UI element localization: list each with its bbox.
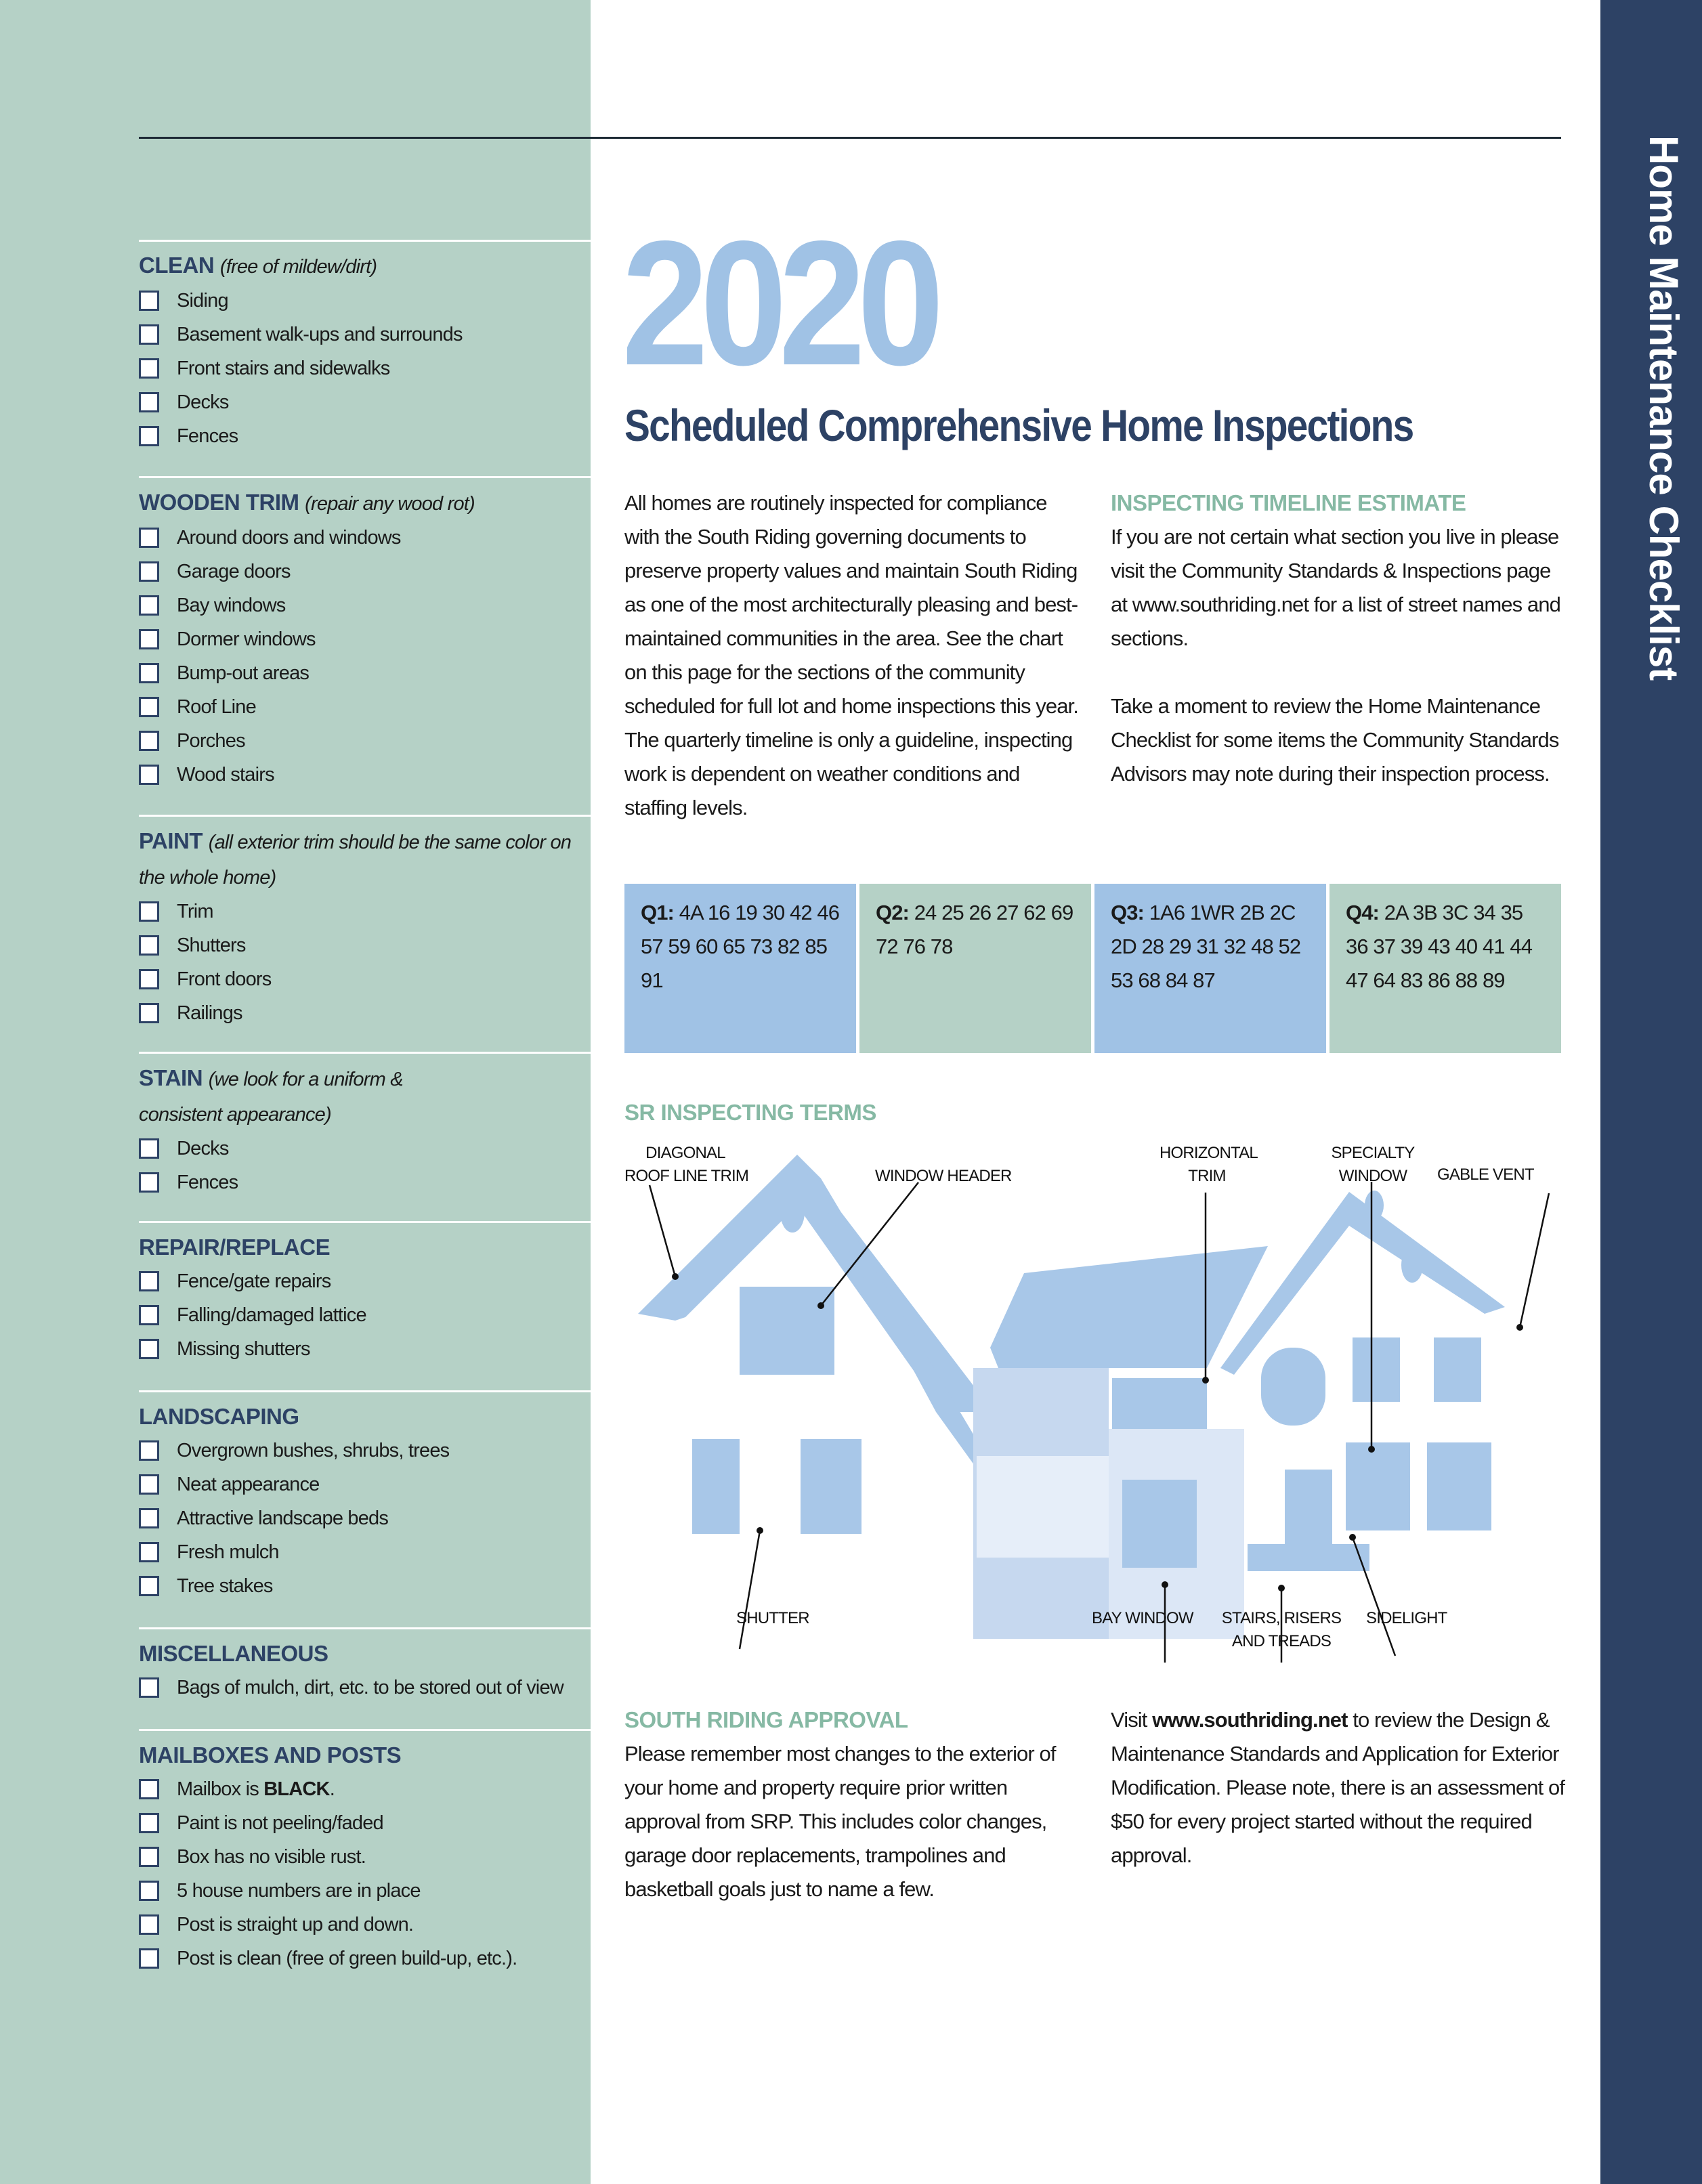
visit-prefix: Visit — [1111, 1708, 1153, 1732]
checklist-item[interactable] — [139, 1165, 591, 1199]
house-diagram — [624, 1144, 1561, 1673]
quarterly-schedule — [624, 884, 1561, 1053]
section-title: CLEAN — [139, 253, 215, 278]
item-label: Overgrown bushes, shrubs, trees — [177, 1439, 450, 1461]
section-repair-replace — [139, 1230, 591, 1366]
item-label: Porches — [177, 729, 245, 752]
label-specialty-window: SPECIALTY WINDOW — [1331, 1144, 1415, 1185]
checklist-item[interactable] — [139, 1501, 591, 1535]
checklist-item[interactable] — [139, 385, 591, 419]
item-label: Dormer windows — [177, 628, 316, 650]
item-label: Railings — [177, 1002, 242, 1024]
item-label: Tree stakes — [177, 1575, 273, 1597]
section-clean — [139, 249, 591, 453]
checklist-item[interactable] — [139, 1772, 591, 1806]
checkbox[interactable] — [139, 697, 159, 717]
section-divider — [139, 1627, 591, 1629]
checkbox[interactable] — [139, 595, 159, 616]
checklist-item[interactable] — [139, 1468, 591, 1501]
checklist-item[interactable] — [139, 1332, 591, 1366]
checkbox[interactable] — [139, 1508, 159, 1528]
section-divider — [139, 1729, 591, 1731]
section-title: LANDSCAPING — [139, 1404, 299, 1429]
item-label: Shutters — [177, 934, 246, 956]
quarter-q2: Q2: 24 25 26 27 62 69 72 76 78 — [859, 884, 1091, 1053]
checkbox[interactable] — [139, 1847, 159, 1867]
checkbox[interactable] — [139, 901, 159, 922]
checkbox[interactable] — [139, 1914, 159, 1935]
section-stain — [139, 1061, 591, 1199]
checkbox[interactable] — [139, 1003, 159, 1023]
item-label: Missing shutters — [177, 1337, 310, 1360]
item-label: Post is straight up and down. — [177, 1913, 414, 1935]
section-landscaping — [139, 1400, 591, 1603]
checklist-item[interactable] — [139, 419, 591, 453]
checklist-item[interactable] — [139, 962, 591, 996]
checkbox[interactable] — [139, 1813, 159, 1833]
top-divider — [139, 137, 1561, 139]
checkbox[interactable] — [139, 1677, 159, 1698]
item-label: 5 house numbers are in place — [177, 1879, 421, 1902]
approval-paragraph: Please remember most changes to the exterior of your home and property require prior written approval from SRP. This includes color changes, garage door replacements, trampolines and basketball goals just to name a few. — [624, 1742, 1056, 1901]
item-label: Front doors — [177, 968, 272, 990]
label-diagonal-roof-line-trim: DIAGONAL ROOF LINE TRIM — [624, 1144, 749, 1185]
checklist-item[interactable] — [139, 1874, 591, 1908]
checkbox[interactable] — [139, 1881, 159, 1901]
checklist-item[interactable] — [139, 318, 591, 351]
section-miscellaneous — [139, 1637, 591, 1705]
timeline-paragraph-2: Take a moment to review the Home Maintenance Checklist for some items the Community Standards Advisors may note during their inspection process. — [1111, 694, 1559, 786]
timeline-block — [1111, 486, 1571, 791]
visit-text: to review the Design & Maintenance Standards and Application for Exterior Modification. Please note, there is an assessment of $50 for every project started without the required approval. — [1111, 1708, 1565, 1867]
checkbox[interactable] — [139, 1542, 159, 1562]
item-label: Falling/damaged lattice — [177, 1304, 366, 1326]
label-bay-window: BAY WINDOW — [1092, 1609, 1193, 1627]
checkbox[interactable] — [139, 765, 159, 785]
checklist-item[interactable] — [139, 1908, 591, 1942]
item-label: Fence/gate repairs — [177, 1270, 331, 1292]
section-paint — [139, 824, 591, 1030]
checklist-item[interactable] — [139, 622, 591, 656]
quarter-q4: Q4: 2A 3B 3C 34 35 36 37 39 43 40 41 44 47 64 83 86 88 89 — [1329, 884, 1561, 1053]
website-link[interactable]: www.southriding.net — [1152, 1708, 1348, 1732]
checkbox[interactable] — [139, 291, 159, 311]
checkbox[interactable] — [139, 663, 159, 683]
checklist-item[interactable] — [139, 1264, 591, 1298]
checkbox[interactable] — [139, 1576, 159, 1596]
year-heading: 2020 — [622, 204, 936, 402]
checklist-item[interactable] — [139, 895, 591, 928]
section-note: (all exterior trim should be the same color on the whole home) — [139, 832, 572, 888]
checklist-item[interactable] — [139, 588, 591, 622]
item-label: Post is clean (free of green build-up, etc.). — [177, 1947, 517, 1969]
section-divider — [139, 1052, 591, 1054]
quarter-q3: Q3: 1A6 1WR 2B 2C 2D 28 29 31 32 48 52 53 68 84 87 — [1094, 884, 1326, 1053]
section-divider — [139, 240, 591, 242]
approval-heading: SOUTH RIDING APPROVAL — [624, 1707, 908, 1732]
sidebar-title: Home Maintenance Checklist — [1641, 135, 1686, 681]
label-gable-vent: GABLE VENT — [1437, 1165, 1534, 1184]
checkbox[interactable] — [139, 1138, 159, 1159]
checklist-item[interactable] — [139, 1434, 591, 1468]
timeline-heading: INSPECTING TIMELINE ESTIMATE — [1111, 490, 1466, 515]
section-note: (repair any wood rot) — [305, 493, 475, 515]
checklist-item[interactable] — [139, 928, 591, 962]
checklist-item[interactable] — [139, 758, 591, 792]
section-title: STAIN — [139, 1065, 203, 1090]
checkbox[interactable] — [139, 1948, 159, 1969]
item-label: Siding — [177, 289, 228, 312]
checkbox[interactable] — [139, 528, 159, 548]
intro-paragraph: All homes are routinely inspected for compliance with the South Riding governing documents to preserve property values and maintain South Riding as one of the most architecturally pleasing and best-maintained communities in the area. See the chart on this page for the sections of the community scheduled for full lot and home inspections this year. The quarterly timeline is only a guideline, inspecting work is dependent on weather conditions and staffing levels. — [624, 491, 1078, 819]
checklist-item[interactable] — [139, 656, 591, 690]
checklist-item[interactable] — [139, 1806, 591, 1840]
label-stairs-risers-treads: STAIRS, RISERS AND TREADS — [1221, 1609, 1342, 1650]
section-title: MAILBOXES AND POSTS — [139, 1742, 402, 1768]
checklist-item[interactable] — [139, 1298, 591, 1332]
checklist-item[interactable] — [139, 1840, 591, 1874]
checkbox[interactable] — [139, 969, 159, 989]
checkbox[interactable] — [139, 358, 159, 379]
page-title: Scheduled Comprehensive Home Inspections — [624, 400, 1413, 450]
checkbox[interactable] — [139, 1339, 159, 1359]
checklist-item[interactable] — [139, 1671, 591, 1705]
section-divider — [139, 476, 591, 478]
checklist-item[interactable] — [139, 1535, 591, 1569]
item-label: Bay windows — [177, 594, 286, 616]
checkbox[interactable] — [139, 1440, 159, 1461]
item-label: Wood stairs — [177, 763, 274, 786]
section-divider — [139, 815, 591, 817]
item-label: Bags of mulch, dirt, etc. to be stored out of view — [177, 1676, 563, 1698]
section-divider — [139, 1390, 591, 1392]
approval-block — [624, 1703, 1085, 1906]
item-label: Trim — [177, 900, 213, 922]
item-label: Neat appearance — [177, 1473, 320, 1495]
checklist-item[interactable] — [139, 351, 591, 385]
item-label: Decks — [177, 391, 229, 413]
label-window-header: WINDOW HEADER — [875, 1167, 1012, 1185]
terms-heading: SR INSPECTING TERMS — [624, 1100, 876, 1125]
house-illustration — [624, 1144, 1561, 1673]
item-label: Fences — [177, 425, 238, 447]
section-title: WOODEN TRIM — [139, 490, 299, 515]
section-title: REPAIR/REPLACE — [139, 1235, 331, 1260]
timeline-paragraph-1: If you are not certain what section you live in please visit the Community Standards & Inspections page at www.southriding.net for a list of street names and sections. — [1111, 525, 1560, 650]
checkbox[interactable] — [139, 1474, 159, 1495]
section-note: (we look for a uniform & consistent appearance) — [139, 1069, 403, 1126]
item-label: Garage doors — [177, 560, 291, 582]
section-mailboxes — [139, 1738, 591, 1975]
section-title: MISCELLANEOUS — [139, 1641, 328, 1666]
item-label: Attractive landscape beds — [177, 1507, 389, 1529]
item-label: Fences — [177, 1171, 238, 1193]
checkbox[interactable] — [139, 1172, 159, 1193]
checklist-item[interactable] — [139, 996, 591, 1030]
item-label: Mailbox is BLACK. — [177, 1778, 335, 1800]
item-label: Bump-out areas — [177, 662, 310, 684]
checkbox[interactable] — [139, 1271, 159, 1291]
quarter-q1: Q1: 4A 16 19 30 42 46 57 59 60 65 73 82 85 91 — [624, 884, 856, 1053]
checklist-item[interactable] — [139, 521, 591, 555]
checklist-item[interactable] — [139, 690, 591, 724]
checkbox[interactable] — [139, 1305, 159, 1325]
checkbox[interactable] — [139, 731, 159, 751]
checkbox[interactable] — [139, 1779, 159, 1799]
checklist-item[interactable] — [139, 1132, 591, 1165]
item-label: Roof Line — [177, 695, 256, 718]
item-label: Around doors and windows — [177, 526, 401, 549]
item-label: Box has no visible rust. — [177, 1845, 366, 1868]
section-wooden-trim — [139, 486, 591, 792]
checklist-item[interactable] — [139, 1569, 591, 1603]
checklist-item[interactable] — [139, 555, 591, 588]
checkbox[interactable] — [139, 392, 159, 412]
checkbox[interactable] — [139, 935, 159, 956]
item-label: Decks — [177, 1137, 229, 1159]
item-label: Paint is not peeling/faded — [177, 1812, 383, 1834]
item-label: Basement walk-ups and surrounds — [177, 323, 463, 345]
visit-block — [1111, 1703, 1571, 1872]
section-note: (free of mildew/dirt) — [219, 256, 377, 278]
section-title: PAINT — [139, 828, 203, 853]
sidebar-banner — [1600, 0, 1702, 2184]
checklist-item[interactable] — [139, 284, 591, 318]
label-horizontal-trim: HORIZONTAL TRIM — [1160, 1144, 1258, 1185]
checkbox[interactable] — [139, 629, 159, 649]
item-label: Fresh mulch — [177, 1541, 279, 1563]
checklist-item[interactable] — [139, 724, 591, 758]
item-label: Front stairs and sidewalks — [177, 357, 390, 379]
label-sidelight: SIDELIGHT — [1366, 1609, 1447, 1627]
section-divider — [139, 1221, 591, 1223]
checkbox[interactable] — [139, 561, 159, 582]
checklist-item[interactable] — [139, 1942, 591, 1975]
checkbox[interactable] — [139, 324, 159, 345]
checkbox[interactable] — [139, 426, 159, 446]
label-shutter: SHUTTER — [736, 1609, 809, 1627]
